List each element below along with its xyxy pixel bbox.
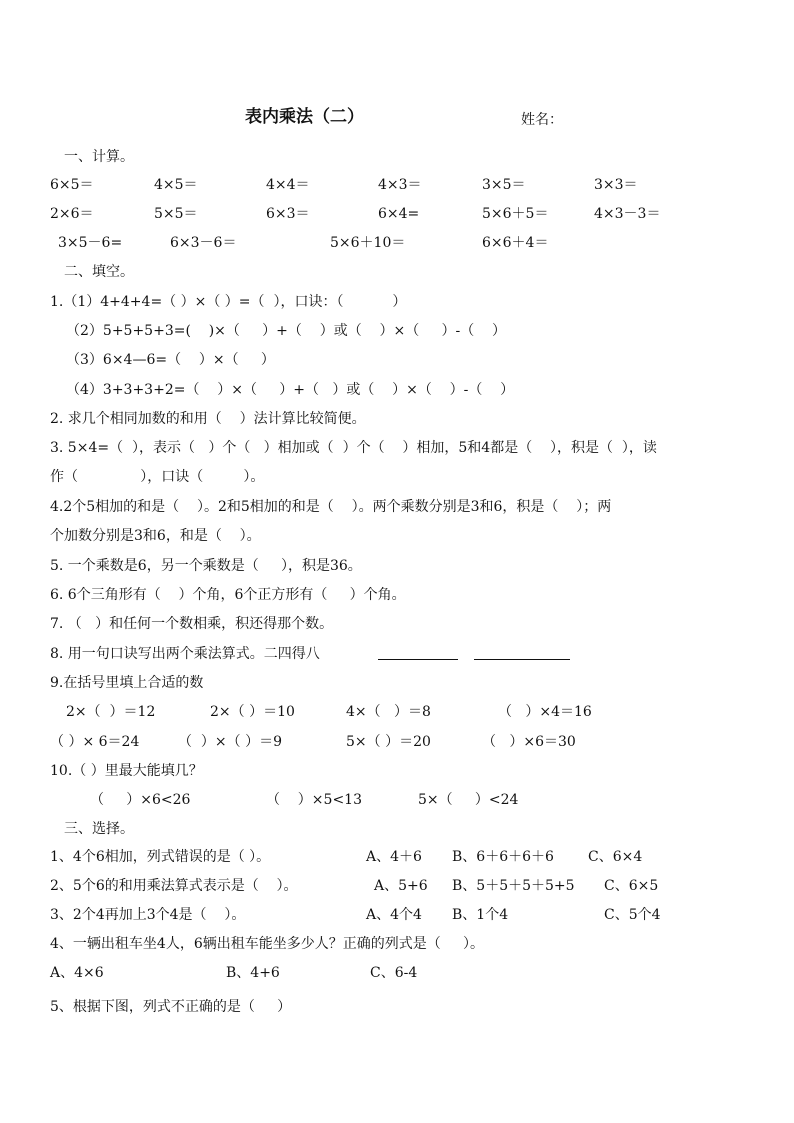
fill-question: 10.（ ）里最大能填几？: [50, 763, 203, 779]
fill-question: （2）5+5+5+3=( )×（ ）+（ ）或（ ）×（ ）-（ ）: [66, 323, 507, 339]
fill-question: 2. 求几个相同加数的和用（ ）法计算比较简便。: [50, 411, 366, 427]
fill-question: 6. 6个三角形有（ ）个角，6个正方形有（ ）个角。: [50, 587, 406, 603]
choice-question: 1、4个6相加，列式错误的是（ ）。: [50, 849, 271, 865]
calc-item: 4×4＝: [266, 177, 310, 193]
answer-blank-line[interactable]: [378, 645, 458, 665]
fill-item: 4×（ ）＝8: [346, 704, 431, 720]
calc-item: 3×5＝: [482, 177, 526, 193]
calc-item: 5×6＋5＝: [482, 206, 549, 222]
choice-option-b[interactable]: B、5＋5＋5＋5+5: [452, 878, 575, 894]
answer-blank-line[interactable]: [474, 645, 570, 665]
fill-question: 3. 5×4=（ ），表示（ ）个（ ）相加或（ ）个（ ）相加，5和4都是（ ），积是（ ），读: [50, 440, 657, 456]
choice-question: 2、5个6的和用乘法算式表示是（ ）。: [50, 878, 298, 894]
choice-option-c[interactable]: C、6×4: [588, 849, 643, 865]
choice-option-b[interactable]: B、4+6: [226, 965, 280, 981]
fill-item: 5×（ ）＝20: [346, 734, 431, 750]
calc-item: 5×5＝: [154, 206, 198, 222]
choice-option-a[interactable]: A、5+6: [374, 878, 428, 894]
choice-question: 4、一辆出租车坐4人，6辆出租车能坐多少人？正确的列式是（ ）。: [50, 936, 484, 952]
choice-option-c[interactable]: C、5个4: [604, 907, 661, 923]
fill-item: （ ）×（ ）＝9: [178, 734, 282, 750]
calc-item: 5×6＋10＝: [330, 235, 406, 251]
calc-item: 6×3－6＝: [170, 235, 237, 251]
calc-item: 4×3＝: [378, 177, 422, 193]
choice-option-a[interactable]: A、4＋6: [366, 849, 422, 865]
fill-item: 2×（ ）＝12: [66, 704, 156, 720]
choice-option-b[interactable]: B、6＋6＋6＋6: [452, 849, 554, 865]
calc-item: 3×5－6=: [58, 235, 123, 251]
name-label: 姓名：: [521, 112, 563, 128]
calc-item: 4×3－3＝: [594, 206, 661, 222]
calc-item: 6×4=: [378, 206, 420, 222]
fill-question: （3）6×4—6=（ ）×（ ）: [66, 352, 275, 368]
fill-question: 5. 一个乘数是6，另一个乘数是（ ），积是36。: [50, 558, 362, 574]
calc-item: 4×5＝: [154, 177, 198, 193]
section-calc-heading: 一、计算。: [64, 149, 134, 165]
fill-item: （ ）×6<26: [90, 792, 191, 808]
fill-item: 2×（ ）＝10: [210, 704, 295, 720]
fill-question: 8. 用一句口诀写出两个乘法算式。二四得八: [50, 646, 320, 662]
choice-option-c[interactable]: C、6×5: [604, 878, 659, 894]
section-choice-heading: 三、选择。: [64, 821, 134, 837]
fill-question: （4）3+3+3+2=（ ）×（ ）+（ ）或（ ）×（ ）-（ ）: [66, 382, 515, 398]
calc-item: 3×3＝: [594, 177, 638, 193]
choice-option-c[interactable]: C、6-4: [370, 965, 418, 981]
fill-item: （ ）×5<13: [266, 792, 362, 808]
choice-option-b[interactable]: B、1个4: [452, 907, 509, 923]
choice-option-a[interactable]: A、4×6: [50, 965, 104, 981]
calc-item: 6×6＋4＝: [482, 235, 549, 251]
fill-question: 1.（1）4+4+4=（ ）×（ ）=（ ），口诀：（ ）: [50, 294, 407, 310]
fill-question: 作（ ），口诀（ ）。: [50, 469, 265, 485]
page-title: 表内乘法（二）: [245, 107, 364, 127]
fill-item: 5×（ ）<24: [418, 792, 519, 808]
calc-item: 6×5＝: [50, 177, 94, 193]
fill-question: 7. （ ）和任何一个数相乘，积还得那个数。: [50, 616, 334, 632]
fill-question: 9.在括号里填上合适的数: [50, 675, 204, 691]
section-fill-heading: 二、填空。: [64, 264, 134, 280]
fill-item: （ ）× 6＝24: [50, 734, 140, 750]
choice-question: 5、根据下图，列式不正确的是（ ）: [50, 999, 292, 1015]
calc-item: 2×6＝: [50, 206, 94, 222]
fill-item: （ ）×6＝30: [482, 734, 576, 750]
fill-question: 4.2个5相加的和是（ ）。2和5相加的和是（ ）。两个乘数分别是3和6，积是（ ）；两: [50, 499, 612, 515]
calc-item: 6×3＝: [266, 206, 310, 222]
fill-question: 个加数分别是3和6，和是（ ）。: [50, 528, 261, 544]
choice-option-a[interactable]: A、4个4: [366, 907, 422, 923]
choice-question: 3、2个4再加上3个4是（ ）。: [50, 907, 246, 923]
fill-item: （ ）×4＝16: [498, 704, 592, 720]
